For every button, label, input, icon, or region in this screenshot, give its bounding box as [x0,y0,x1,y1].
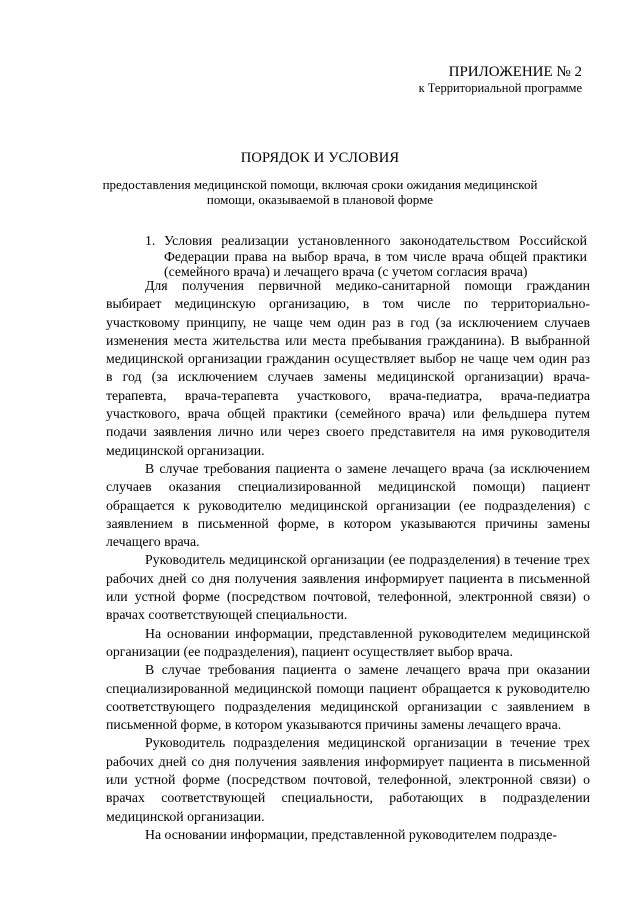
document-subtitle: предоставления медицинской помощи, включая сроки ожидания медицинской помощи, оказываемой в плановой форме [102,177,538,207]
document-title-block [0,150,640,207]
section-heading-text: Условия реализации установленного законодательством Российской Федерации права на выбор врача, в том числе врача общей практики (семейного врача) и лечащего врача (с учетом согласия врача) [164,233,587,279]
body-text [106,277,590,844]
paragraph: В случае требования пациента о замене лечащего врача при оказании специализированной медицинской помощи пациент обращается к руководителю соответствующего подразделения медицинской организации с заявлением в письменной форме, в котором указываются причины замены лечащего врача. [106,662,590,733]
paragraph: В случае требования пациента о замене лечащего врача (за исключением случаев оказания специализированной медицинской помощи) пациент обращается к руководителю медицинской организации (ее подразделения) с заявлением в письменной форме, в котором указываются причины замены лечащего врача. [106,460,590,550]
paragraph: Для получения первичной медико-санитарной помощи гражданин выбирает медицинскую организацию, в том числе по территориально-участковому принципу, не чаще чем один раз в год (за исключением случаев изменения места жительства или места пребывания гражданина). В выбранной медицинской организации гражданин осуществляет выбор не чаще чем один раз в год (за исключением случаев замены медицинской организации) врача-терапевта, врача-терапевта участкового, врача-педиатра, врача-педиатра участкового, врача общей практики (семейного врача) или фельдшера путем подачи заявления лично или через своего представителя на имя руководителя медицинской организации. [106,278,590,458]
appendix-header [419,64,582,96]
paragraph: Руководитель медицинской организации (ее подразделения) в течение трех рабочих дней со дня получения заявления информирует пациента в письменной или устной форме (посредством почтовой, телефонной, электронной связи) о врачах соответствующей специальности. [106,552,590,623]
appendix-subtitle: к Территориальной программе [418,81,582,95]
paragraph: Руководитель подразделения медицинской организации в течение трех рабочих дней со дня получения заявления информирует пациента в письменной или устной форме (посредством почтовой, телефонной, электронной связи) о врачах соответствующей специальности, работающих в подразделении медицинской организации. [106,735,590,824]
section-number: 1. [145,233,156,248]
section-heading [145,233,587,280]
paragraph: На основании информации, представленной руководителем подразде- [145,826,557,842]
paragraph: На основании информации, представленной руководителем медицинской организации (ее подразделения), пациент осуществляет выбор врача. [106,625,590,659]
appendix-title: ПРИЛОЖЕНИЕ № 2 [448,64,582,80]
document-title: ПОРЯДОК И УСЛОВИЯ [240,150,400,166]
